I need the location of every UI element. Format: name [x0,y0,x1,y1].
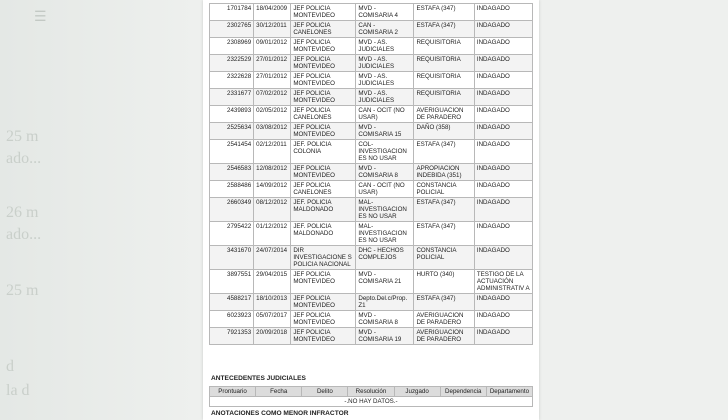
cell-id: 2322529 [210,55,254,72]
cell-org: JEF POLICIA CANELONES [291,181,356,198]
cell-date: 24/07/2014 [254,246,291,270]
ghost-text-line: d [6,358,14,375]
cell-estado: INDAGADO [474,106,532,123]
cell-delito: ESTAFA (347) [414,140,474,164]
cell-dep: MVD - AS. JUDICIALES [356,89,414,106]
cell-dep: MVD - AS. JUDICIALES [356,72,414,89]
cell-id: 2546583 [210,164,254,181]
cell-estado: INDAGADO [474,246,532,270]
cell-delito: CONSTANCIA POLICIAL [414,181,474,198]
cell-delito: ESTAFA (347) [414,21,474,38]
cell-delito: APROPIACION INDEBIDA (351) [414,164,474,181]
table-row [210,270,533,294]
cell-org: JEF POLICIA MONTEVIDEO [291,38,356,55]
cell-delito: CONSTANCIA POLICIAL [414,246,474,270]
cell-estado: INDAGADO [474,89,532,106]
cell-date: 02/05/2012 [254,106,291,123]
cell-org: JEF POLICIA MONTEVIDEO [291,270,356,294]
cell-org: JEF. POLICIA MALDONADO [291,222,356,246]
cell-estado: INDAGADO [474,4,532,21]
cell-org: JEF. POLICIA COLONIA [291,140,356,164]
cell-date: 05/07/2017 [254,311,291,328]
cell-estado: INDAGADO [474,38,532,55]
cell-estado: INDAGADO [474,311,532,328]
cell-id: 2308969 [210,38,254,55]
cell-estado: INDAGADO [474,198,532,222]
cell-estado: INDAGADO [474,21,532,38]
minor-section-title: ANOTACIONES COMO MENOR INFRACTOR [211,410,349,417]
cell-delito: REQUISITORIA [414,89,474,106]
cell-dep: MVD - COMISARIA 21 [356,270,414,294]
column-header: Resolución [348,387,394,397]
cell-org: JEF POLICIA MONTEVIDEO [291,55,356,72]
cell-estado: INDAGADO [474,222,532,246]
cell-date: 08/12/2012 [254,198,291,222]
ghost-text-line: ado... [6,150,42,167]
cell-id: 2322628 [210,72,254,89]
table-row [210,311,533,328]
table-row [210,55,533,72]
table-row [210,89,533,106]
cell-date: 27/01/2012 [254,72,291,89]
cell-org: JEF POLICIA MONTEVIDEO [291,294,356,311]
cell-id: 6023923 [210,311,254,328]
cell-delito: AVERIGUACION DE PARADERO [414,311,474,328]
cell-id: 2331677 [210,89,254,106]
cell-delito: ESTAFA (347) [414,198,474,222]
column-header: Dependencia [440,387,486,397]
table-row [210,328,533,345]
cell-dep: MVD - COMISARIA 4 [356,4,414,21]
cell-dep: MAL- INVESTIGACION ES NO USAR [356,222,414,246]
column-header: Prontuario [210,387,256,397]
cell-id: 2302765 [210,21,254,38]
table-row [210,38,533,55]
judicial-section-title: ANTECEDENTES JUDICIALES [211,375,306,382]
cell-delito: AVERIGUACION DE PARADERO [414,328,474,345]
judicial-table [209,386,533,407]
ghost-text-line: 26 m [6,204,39,221]
cell-estado: TESTIGO DE LA ACTUACIÓN ADMINISTRATIV A [474,270,532,294]
cell-date: 12/08/2012 [254,164,291,181]
cell-estado: INDAGADO [474,72,532,89]
cell-org: JEF POLICIA MONTEVIDEO [291,123,356,140]
no-data-cell: -.NO HAY DATOS.- [210,397,533,407]
cell-date: 02/12/2011 [254,140,291,164]
table-row [210,198,533,222]
table-row [210,123,533,140]
cell-id: 4588217 [210,294,254,311]
cell-org: JEF POLICIA CANELONES [291,21,356,38]
cell-org: JEF POLICIA CANELONES [291,106,356,123]
cell-delito: HURTO (340) [414,270,474,294]
cell-org: JEF POLICIA MONTEVIDEO [291,72,356,89]
cell-dep: MAL- INVESTIGACION ES NO USAR [356,198,414,222]
cell-id: 2439893 [210,106,254,123]
menu-icon: ☰ [34,8,47,24]
cell-id: 1701784 [210,4,254,21]
cell-date: 14/09/2012 [254,181,291,198]
cell-id: 2660349 [210,198,254,222]
cell-id: 2588486 [210,181,254,198]
cell-date: 07/02/2012 [254,89,291,106]
cell-estado: INDAGADO [474,294,532,311]
records-table [209,3,533,345]
cell-date: 27/01/2012 [254,55,291,72]
table-row [210,106,533,123]
document-page [203,0,539,420]
table-row [210,246,533,270]
ghost-text-line: 25 m [6,282,39,299]
cell-delito: REQUISITORIA [414,55,474,72]
cell-org: JEF POLICIA MONTEVIDEO [291,4,356,21]
cell-org: JEF POLICIA MONTEVIDEO [291,89,356,106]
cell-date: 18/10/2013 [254,294,291,311]
cell-dep: CAN - COMISARIA 2 [356,21,414,38]
cell-id: 2541454 [210,140,254,164]
table-row [210,4,533,21]
table-row [210,21,533,38]
column-header: Delito [302,387,348,397]
cell-dep: MVD - COMISARIA 8 [356,164,414,181]
cell-dep: MVD - COMISARIA 19 [356,328,414,345]
cell-estado: INDAGADO [474,55,532,72]
cell-delito: REQUISITORIA [414,72,474,89]
cell-delito: REQUISITORIA [414,38,474,55]
cell-estado: INDAGADO [474,164,532,181]
table-row [210,140,533,164]
cell-dep: MVD - AS. JUDICIALES [356,38,414,55]
cell-org: JEF POLICIA MONTEVIDEO [291,328,356,345]
cell-dep: COL- INVESTIGACION ES NO USAR [356,140,414,164]
cell-delito: ESTAFA (347) [414,4,474,21]
table-row [210,181,533,198]
column-header: Departamento [486,387,532,397]
ghost-text-line: la d [6,382,30,399]
cell-dep: DHC - HECHOS COMPLEJOS [356,246,414,270]
ghost-text-line: ado... [6,226,42,243]
cell-date: 30/12/2011 [254,21,291,38]
cell-dep: MVD - COMISARIA 8 [356,311,414,328]
cell-delito: ESTAFA (347) [414,222,474,246]
cell-id: 2525634 [210,123,254,140]
cell-date: 29/04/2015 [254,270,291,294]
cell-dep: MVD - AS. JUDICIALES [356,55,414,72]
cell-date: 03/08/2012 [254,123,291,140]
table-row [210,222,533,246]
cell-id: 3897551 [210,270,254,294]
cell-date: 18/04/2009 [254,4,291,21]
cell-delito: DAÑO (358) [414,123,474,140]
cell-dep: CAN - OCIT (NO USAR) [356,181,414,198]
cell-dep: Depto.Del.c/Prop. Z1 [356,294,414,311]
table-row [210,72,533,89]
cell-date: 20/09/2018 [254,328,291,345]
cell-org: JEF POLICIA MONTEVIDEO [291,311,356,328]
table-row [210,164,533,181]
cell-org: JEF. POLICIA MALDONADO [291,198,356,222]
cell-dep: CAN - OCIT (NO USAR) [356,106,414,123]
cell-id: 7921353 [210,328,254,345]
column-header: Fecha [256,387,302,397]
cell-id: 2795422 [210,222,254,246]
cell-dep: MVD - COMISARIA 15 [356,123,414,140]
cell-date: 01/12/2012 [254,222,291,246]
table-row [210,294,533,311]
cell-date: 09/01/2012 [254,38,291,55]
cell-id: 3431670 [210,246,254,270]
column-header: Juzgado [394,387,440,397]
cell-estado: INDAGADO [474,140,532,164]
cell-org: JEF POLICIA MONTEVIDEO [291,164,356,181]
ghost-text-line: 25 m [6,128,39,145]
cell-estado: INDAGADO [474,181,532,198]
cell-estado: INDAGADO [474,123,532,140]
cell-delito: AVERIGUACION DE PARADERO [414,106,474,123]
cell-estado: INDAGADO [474,328,532,345]
cell-org: DIR INVESTIGACIONE S POLICIA NACIONAL [291,246,356,270]
cell-delito: ESTAFA (347) [414,294,474,311]
